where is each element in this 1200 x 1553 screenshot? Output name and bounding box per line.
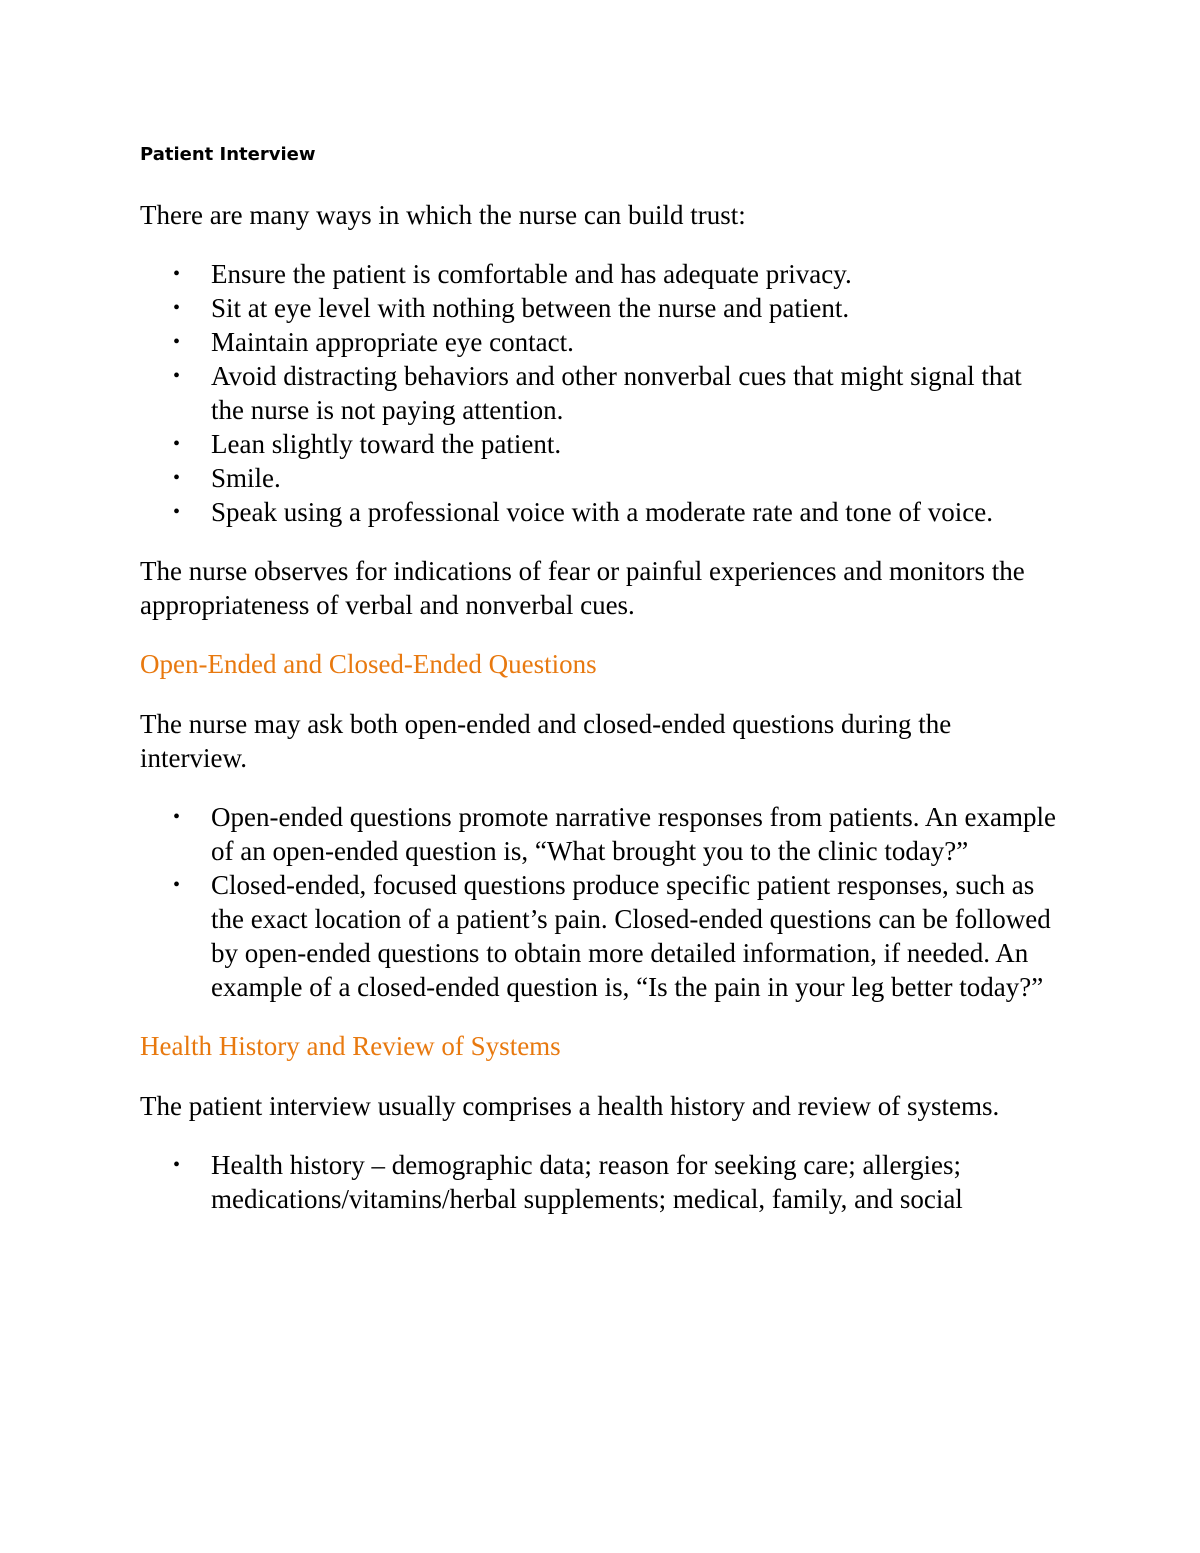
observation-paragraph: The nurse observes for indications of fear or painful experiences and monitors the appropriateness of verbal and nonverbal cues. xyxy=(140,556,1025,620)
trust-list xyxy=(140,257,1060,529)
list-item xyxy=(140,868,1060,1004)
list-item-text: Ensure the patient is comfortable and has adequate privacy. xyxy=(211,259,852,289)
section-heading-questions: Open-Ended and Closed-Ended Questions xyxy=(140,649,597,679)
bullet-icon: • xyxy=(173,365,181,387)
questions-intro: The nurse may ask both open-ended and closed-ended questions during the interview. xyxy=(140,709,952,773)
list-item-text: Maintain appropriate eye contact. xyxy=(211,327,574,357)
list-item-text: Smile. xyxy=(211,463,281,493)
document-title: Patient Interview xyxy=(140,144,316,165)
list-item xyxy=(140,495,1060,529)
list-item xyxy=(140,427,1060,461)
history-list xyxy=(140,1148,1060,1216)
list-item-text: Closed-ended, focused questions produce specific patient responses, such as the exact location of a patient’s pain. Closed-ended questions can be followed by open-ended questions to obtain more detailed information, if needed. An example of a closed-ended question is, “Is the pain in your leg better today?” xyxy=(211,870,1051,1002)
bullet-icon: • xyxy=(173,263,181,285)
list-item xyxy=(140,1148,1060,1216)
history-intro: The patient interview usually comprises a health history and review of systems. xyxy=(140,1091,1000,1121)
bullet-icon: • xyxy=(173,874,181,896)
list-item-text: Speak using a professional voice with a moderate rate and tone of voice. xyxy=(211,497,993,527)
bullet-icon: • xyxy=(173,331,181,353)
bullet-icon: • xyxy=(173,501,181,523)
bullet-icon: • xyxy=(173,806,181,828)
questions-list xyxy=(140,800,1060,1004)
list-item-text: Open-ended questions promote narrative responses from patients. An example of an open-ended question is, “What brought you to the clinic today?” xyxy=(211,802,1057,866)
section-heading-history: Health History and Review of Systems xyxy=(140,1031,561,1061)
trust-intro: There are many ways in which the nurse can build trust: xyxy=(140,200,746,230)
list-item xyxy=(140,257,1060,291)
bullet-icon: • xyxy=(173,433,181,455)
list-item xyxy=(140,359,1060,427)
bullet-icon: • xyxy=(173,467,181,489)
list-item-text: Health history – demographic data; reason for seeking care; allergies; medications/vitamins/herbal supplements; medical, family, and social xyxy=(211,1150,963,1214)
list-item-text: Avoid distracting behaviors and other nonverbal cues that might signal that the nurse is not paying attention. xyxy=(211,361,1022,425)
list-item xyxy=(140,325,1060,359)
list-item xyxy=(140,461,1060,495)
bullet-icon: • xyxy=(173,1154,181,1176)
bullet-icon: • xyxy=(173,297,181,319)
document-page xyxy=(140,140,1060,1241)
list-item-text: Sit at eye level with nothing between the nurse and patient. xyxy=(211,293,850,323)
list-item xyxy=(140,800,1060,868)
list-item-text: Lean slightly toward the patient. xyxy=(211,429,562,459)
list-item xyxy=(140,291,1060,325)
